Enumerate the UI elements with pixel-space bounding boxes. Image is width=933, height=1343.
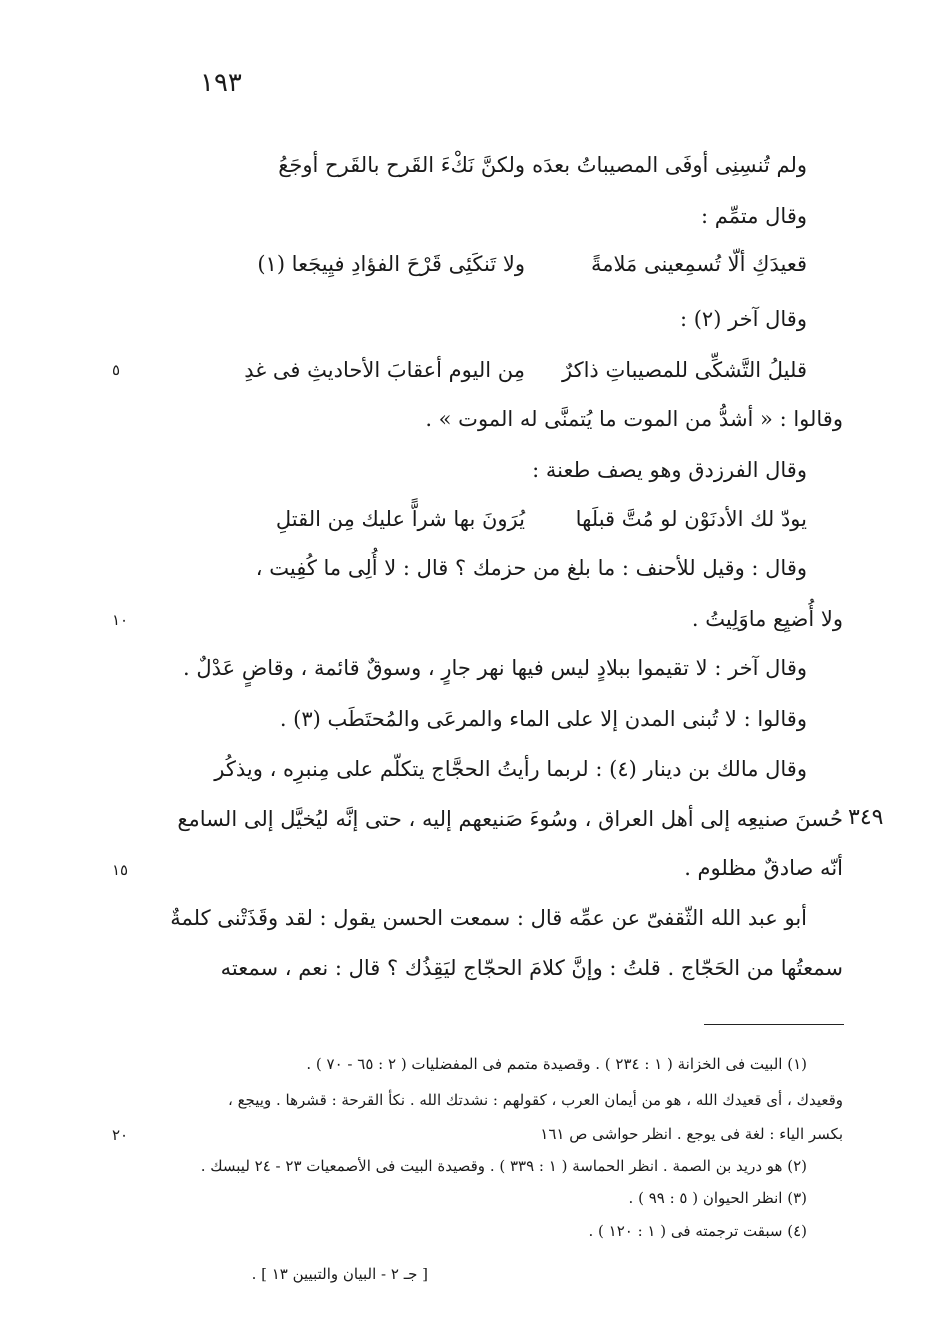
- footnote-4: (٤) سبقت ترجمته فى ( ١ : ١٢٠ ) .: [588, 1222, 807, 1240]
- footnote-3: (٣) انظر الحيوان ( ٥ : ٩٩ ) .: [628, 1189, 807, 1207]
- signature-label: [ جـ ٢ - البيان والتبيين ١٣ ] .: [251, 1265, 428, 1283]
- ahnaf-line-1: وقال : وقيل للأحنف : ما بلغ من حزمك ؟ قال : لا أُلِى ما كُفِيت ،: [255, 556, 807, 580]
- footnote-1-line-1: (١) البيت فى الخزانة ( ١ : ٢٣٤ ) . وقصيدة متمم فى المفضليات ( ٢ : ٦٥ - ٧٠ ) .: [306, 1055, 807, 1073]
- verse-4-second-hemistich: يُرَونَ بها شراًّ عليك مِن القتلِ: [275, 507, 525, 531]
- verse-1-second-hemistich: ولكنَّ نَكْءَ القَرح بالقَرح أوجَعُ: [278, 153, 525, 177]
- verse-2-first-hemistich: قعيدَكِ ألّا تُسمِعينى مَلامةً: [591, 252, 807, 276]
- verse-4-first-hemistich: يودّ لك الأدنَوْن لو مُتَّ قبلَها: [575, 507, 807, 531]
- line-number-20: ٢٠: [112, 1126, 129, 1144]
- verse-3-first-hemistich: قليلُ التَّشكِّى للمصيباتِ ذاكرٌ: [562, 358, 807, 382]
- section-number: ٣٤٩: [848, 805, 884, 830]
- saying-building-cities: وقالوا : لا تُبنى المدن إلا على الماء والمرعَى والمُحتَطَب (٣) .: [279, 707, 807, 731]
- intro-mutammim: وقال متمِّم :: [701, 204, 807, 228]
- intro-farazdaq: وقال الفرزدق وهو يصف طعنة :: [532, 458, 807, 482]
- malik-line-1: وقال مالك بن دينار (٤) : لربما رأيتُ الحجَّاج يتكلّم على مِنبرِه ، ويذكُر: [214, 757, 807, 781]
- saying-death: وقالوا : « أشدُّ من الموت ما يُتمنَّى له الموت » .: [425, 407, 843, 431]
- thaqafi-line-1: أبو عبد الله الثّقفىّ عن عمِّه قال : سمعت الحسن يقول : لقد وقَذَتْنى كلمةٌ: [170, 906, 807, 930]
- malik-line-3: أنّه صادقٌ مظلوم .: [684, 856, 843, 880]
- verse-2-second-hemistich: ولا تَنكَئِى قَرْحَ الفؤادِ فيِيجَعا (١): [257, 252, 525, 276]
- line-number-5: ٥: [112, 361, 121, 379]
- page-number: ١٩٣: [200, 68, 242, 98]
- thaqafi-line-2: سمعتُها من الحَجّاج . قلتُ : وإنَّ كلامَ الحجّاج ليَقِذُك ؟ قال : نعم ، سمعته: [220, 956, 843, 980]
- line-number-15: ١٥: [112, 861, 129, 879]
- footnote-2: (٢) هو دريد بن الصمة . انظر الحماسة ( ١ : ٣٣٩ ) . وقصيدة البيت فى الأصمعيات ٢٣ - ٢٤ ليبسك .: [200, 1157, 807, 1175]
- ahnaf-line-2: ولا أُضيِع ماوَلِيتُ .: [691, 607, 843, 631]
- footnote-divider: [704, 1024, 844, 1025]
- saying-cities-rivers: وقال آخر : لا تقيموا ببلادٍ ليس فيها نهر جارٍ ، وسوقٌ قائمة ، وقاضٍ عَدْلٌ .: [183, 656, 807, 680]
- line-number-10: ١٠: [112, 611, 129, 629]
- verse-3-second-hemistich: مِن اليوم أعقابَ الأحاديثِ فى غدِ: [244, 358, 525, 382]
- footnote-1-line-2: وقعيدك ، أى قعيدك الله ، هو من أيمان العرب ، كقولهم : نشدتك الله . نكأ القرحة : قشرها . وييجع ،: [227, 1091, 843, 1109]
- verse-1-first-hemistich: ولم تُنسِنِى أوفَى المصيباتُ بعدَه: [532, 153, 807, 177]
- intro-another-poet: وقال آخر (٢) :: [679, 307, 807, 331]
- malik-line-2: حُسنَ صنيعِه إلى أهل العراق ، وسُوءَ صَنيعهم إليه ، حتى إنَّه ليُخيَّل إلى السامع: [177, 807, 843, 831]
- footnote-1-line-3: بكسر الياء : لغة فى يوجع . انظر حواشى ص ١٦١: [540, 1125, 843, 1143]
